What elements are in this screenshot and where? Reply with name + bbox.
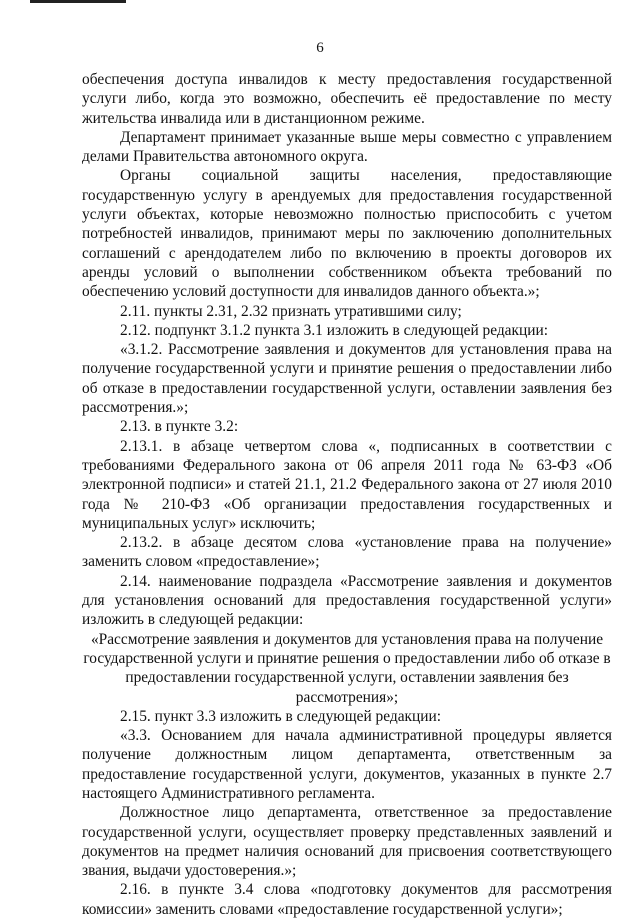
paragraph: обеспечения доступа инвалидов к месту предоставления государственной услуги либо, когда это возможно, обеспечить её предоставление по месту жительства инвалида или в дистанционном режиме.	[82, 71, 612, 127]
paragraph: 2.13.1. в абзаце четвертом слова «, подписанных в соответствии с требованиями Федерального закона от 06 апреля 2011 года № 63-ФЗ «Об электронной подписи» и статей 21.1, 21.2 Федерального закона от 27 июля 2010 года № 210-ФЗ «Об организации предоставления государственных и муниципальных услуг» исключить;	[82, 437, 612, 532]
top-rule	[30, 0, 126, 3]
paragraph: 2.14. наименование подраздела «Рассмотрение заявления и документов для установления оснований для предоставления государственной услуги» изложить в следующей редакции:	[82, 572, 612, 629]
paragraph: 2.11. пункты 2.31, 2.32 признать утратившими силу;	[120, 302, 462, 320]
paragraph: 2.15. пункт 3.3 изложить в следующей редакции:	[120, 707, 441, 725]
paragraph: Должностное лицо департамента, ответственное за предоставление государственной услуги, осуществляет проверку представленных заявлений и документов на предмет наличия оснований для присвоения соответствующего звания, выдачи удостоверения.»;	[82, 804, 612, 880]
paragraph: Органы социальной защиты населения, предоставляющие государственную услугу в арендуемых для предоставления государственной услуги объектах, которые невозможно полностью приспособить с учетом потребностей инвалидов, принимают меры по заключению дополнительных соглашений с арендодателем либо по включению в проекты договоров их аренды условий о выполнении собственником объекта требований по обеспечению условий доступности для инвалидов данного объекта.»;	[82, 167, 612, 301]
paragraph: 2.13. в пункте 3.2:	[120, 418, 239, 436]
document-body	[82, 70, 612, 919]
paragraph: «3.1.2. Рассмотрение заявления и документов для установления права на получение государственной услуги и принятие решения о предоставлении либо об отказе в предоставлении государственной услуги, оставлении заявления без рассмотрения.»;	[82, 341, 612, 417]
page-number: 6	[316, 40, 324, 56]
paragraph: 2.12. подпункт 3.1.2 пункта 3.1 изложить в следующей редакции:	[120, 321, 548, 339]
subsection-title: «Рассмотрение заявления и документов для установления права на получение государственной услуги и принятие решения о предоставлении либо об отказе в предоставлении государственной услуги, оставлении заявления без рассмотрения»;	[83, 630, 611, 706]
paragraph: 2.13.2. в абзаце десятом слова «установление права на получение» заменить словом «предоставление»;	[82, 534, 612, 571]
paragraph: Департамент принимает указанные выше меры совместно с управлением делами Правительства автономного округа.	[82, 128, 612, 166]
paragraph: 2.16. в пункте 3.4 слова «подготовку документов для рассмотрения комиссии» заменить словами «предоставление государственной услуги»;	[82, 881, 612, 918]
paragraph: «3.3. Основанием для начала административной процедуры является получение должностным лицом департамента, ответственным за предоставление государственной услуги, документов, указанных в пункте 2.7 настоящего Административного регламента.	[82, 727, 612, 802]
